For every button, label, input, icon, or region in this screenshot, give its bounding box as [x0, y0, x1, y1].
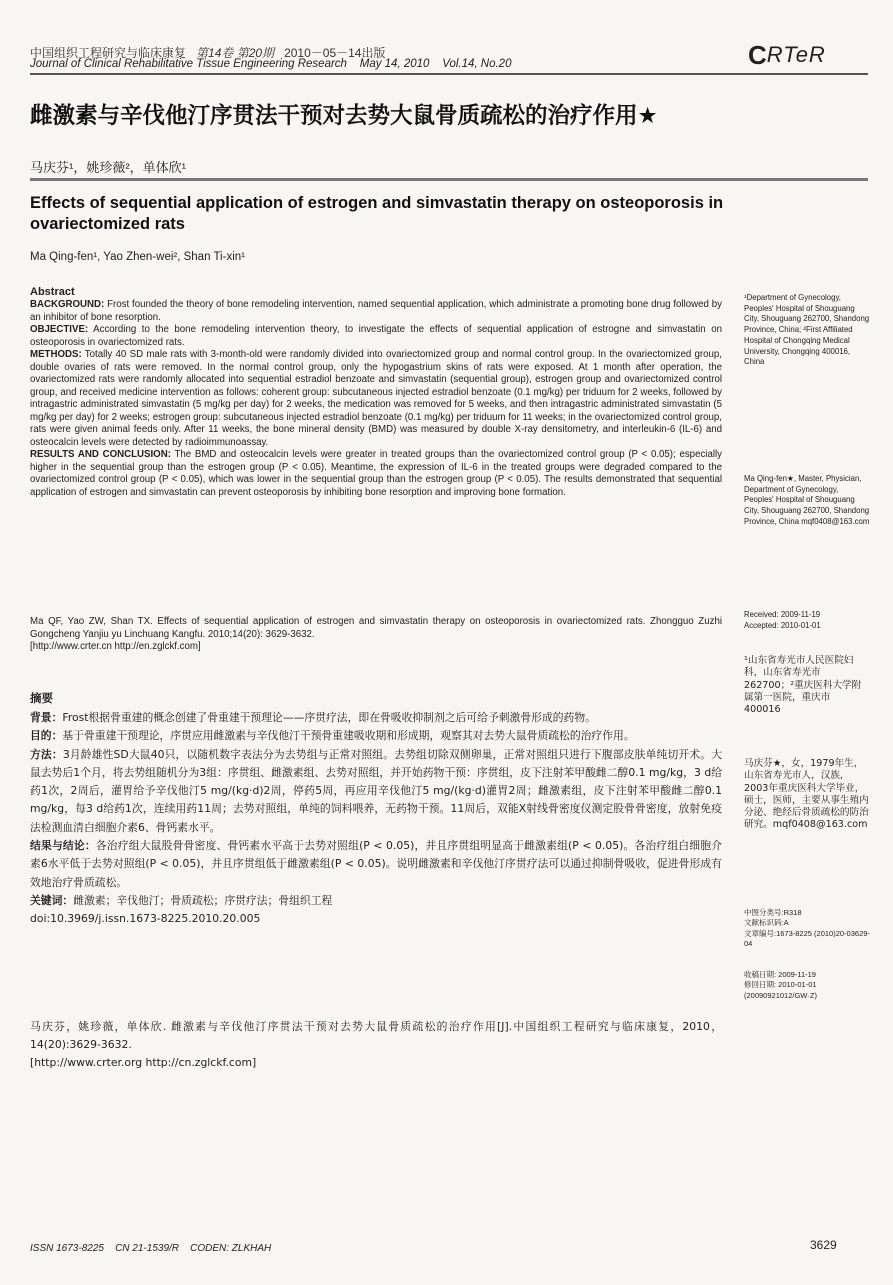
doc-code: 文献标识码:A	[744, 918, 789, 928]
abstract-cn-keywords	[30, 892, 722, 910]
background-label: BACKGROUND:	[30, 299, 105, 310]
page-number: 3629	[810, 1238, 837, 1252]
objective-label: OBJECTIVE:	[30, 324, 89, 335]
authors-cn: 马庆芬¹，姚珍薇²，单体欣¹	[30, 160, 186, 175]
journal-name-cn: 中国组织工程研究与临床康复	[30, 46, 187, 60]
citation-en	[30, 616, 722, 654]
abstract-cn-results	[30, 837, 722, 892]
abstract-cn-methods	[30, 746, 722, 837]
citation-en-links[interactable]: [http://www.crter.cn http://en.zglckf.com]	[30, 641, 201, 652]
citation-en-text: Ma QF, Yao ZW, Shan TX. Effects of sequential application of estrogen and simvastatin therapy on osteoporosis in ovariectomized rats. Zhongguo Zuzhi Gongcheng Yanjiu yu Linchuang Kangfu. 2010;14(20): 3629-3632.	[30, 616, 722, 640]
sidebar-author-cn: 马庆芬★，女，1979年生，山东省寿光市人，汉族，2003年重庆医科大学毕业，硕士，医师，主要从事生殖内分泌、绝经后骨质疏松的防治研究。mqf0408@163.com	[744, 758, 869, 831]
background-cn-label: 背景：	[30, 711, 63, 724]
results-label: RESULTS AND CONCLUSION:	[30, 449, 171, 460]
background-cn-text: Frost根据骨重建的概念创建了骨重建干预理论——序贯疗法，即在骨吸收抑制剂之后可给予刺激骨形成的药物。	[62, 711, 596, 724]
crter-logo	[748, 40, 868, 70]
title-en: Effects of sequential application of estrogen and simvastatin therapy on osteoporosis in ovariectomized rats	[30, 194, 724, 233]
clc-number: 中图分类号:R318	[744, 908, 802, 917]
citation-cn-links[interactable]: [http://www.crter.org http://cn.zglckf.com]	[30, 1056, 257, 1069]
abstract-results	[30, 449, 722, 499]
issn: ISSN 1673-8225	[30, 1243, 104, 1254]
keywords-cn-text: 雌激素；辛伐他汀；骨质疏松；序贯疗法；骨组织工程	[73, 893, 333, 907]
methods-cn-text: 3月龄雄性SD大鼠40只，以随机数字表法分为去势组与正常对照组。去势组切除双侧卵巢，正常对照组只进行下腹部皮肤单纯切开术。大鼠去势后1个月，将去势组随机分为3组：序贯组、雌激素组、去势对照组，并开始药物干预：序贯组，皮下注射苯甲酸雌二醇0.1 mg/kg，3 d给药1次，2周后，灌胃给予辛伐他汀5 mg/(kg·d)2周，停药5周，再应用辛伐他汀5 mg/(kg·d)灌胃2周；雌激素组，皮下注射苯甲酸雌二醇0.1 mg/kg，每3 d给药1次，连续用药11周；去势对照组，单纯的饲料喂养，无药物干预。11周后，双能X射线骨密度仪测定股骨骨密度，放射免疫法检测血清白细胞介素6、骨钙素水平。	[30, 747, 723, 834]
objective-text: According to the bone remodeling intervention theory, to investigate the effects of sequential application of estrogne and simvastatin on osteoporosis in ovariectomized rats.	[30, 324, 722, 348]
methods-cn-label: 方法：	[30, 747, 63, 761]
results-cn-text: 各治疗组大鼠股骨骨密度、骨钙素水平高于去势对照组(P < 0.05)，并且序贯组明显高于雌激素组(P < 0.05)。各治疗组白细胞介素6水平低于去势对照组(P < 0.05)，并且序贯组低于雌激素组(P < 0.05)。说明雌激素和辛伐他汀序贯疗法可以通过抑制骨吸收，促进骨形成有效地治疗骨质疏松。	[30, 839, 723, 889]
accepted-date: Accepted: 2010-01-01	[744, 620, 821, 630]
sidebar-classification	[744, 908, 870, 949]
sidebar-dates-en	[744, 610, 870, 631]
volume-cn: 第14卷 第20期	[196, 46, 275, 60]
abstract-objective	[30, 324, 722, 349]
methods-text: Totally 40 SD male rats with 3-month-old were randomly divided into ovariectomized group and normal control group. In the ovariectomized group, double ovaries of rats were removed. In the normal control group, only the hypogastrium skins of rats were exposed. At 1 month after operation, the ovariectomized rats were randomly allocated into sequential estradiol benzoate and simvastatin (sequential group), estrogen group and ovariectomized control group, and received medicine intervention as follows: coherent group: subcutaneous injected estradiol benzoate (0.1 mg/kg) per triduum for 2 weeks, followed by intragastric administrated simvastatin (5 mg/kg per day) for 2 weeks, the medication was removed for 5 weeks, and then intragastric administrated simvastatin (5 mg/kg per day) for 2 weeks; estrogen group: subcutaneous injected estradiol benzoate (0.1 mg/kg) per triduum for 11 weeks; in the ovariectomized control group, rats were given animal feeds only. After 11 weeks, the bone mineral density (BMD) was measured by double X-ray densitometry, and interleukin-6 (IL-6) and osteocalcin levels were detected by radioimmunoassay.	[30, 349, 722, 448]
citation-cn-text: 马庆芬，姚珍薇，单体欣. 雌激素与辛伐他汀序贯法干预对去势大鼠骨质疏松的治疗作用[J].中国组织工程研究与临床康复，2010，14(20):3629-3632.	[30, 1020, 722, 1051]
logo-text: RTeR	[766, 42, 826, 67]
date-en: May 14, 2010	[359, 58, 430, 70]
abstract-cn-heading: 摘要	[30, 693, 53, 705]
revised-date-cn: 修回日期: 2010-01-01 (20090921012/GW·Z)	[744, 980, 817, 1000]
objective-cn-label: 目的：	[30, 729, 63, 743]
results-text: The BMD and osteocalcin levels were greater in treated groups than the ovariectomized control group (P < 0.05); especially higher in the sequential group than the estrogen group (P < 0.05). Meantime, the expression of IL-6 in the treated groups were degraded compared to the ovariectomized control group (P < 0.05), which was lower in the sequential group than the estrogen group (P < 0.05). The results demonstrated that sequential application of estrogen and simvastatin can prevent osteoporosis by inhibiting bone resorption and improving bone formation.	[30, 449, 722, 498]
sidebar-affiliation-cn: ¹山东省寿光市人民医院妇科，山东省寿光市 262700；²重庆医科大学附属第一医院，重庆市 400016	[744, 655, 862, 716]
abstract-background	[30, 299, 722, 324]
doi[interactable]: doi:10.3969/j.issn.1673-8225.2010.20.005	[30, 912, 261, 926]
authors-en: Ma Qing-fen¹, Yao Zhen-wei², Shan Ti-xin¹	[30, 251, 245, 263]
received-date-cn: 收稿日期: 2009-11-19	[744, 970, 816, 979]
volume-en: Vol.14, No.20	[442, 58, 512, 70]
coden: CODEN: ZLKHAH	[190, 1243, 272, 1254]
title-cn: 雌激素与辛伐他汀序贯法干预对去势大鼠骨质疏松的治疗作用★	[30, 103, 658, 128]
objective-cn-text: 基于骨重建干预理论，序贯应用雌激素与辛伐他汀干预骨重建吸收期和形成期，观察其对去势大鼠骨质疏松的治疗作用。	[62, 729, 635, 743]
abstract-cn	[30, 709, 722, 929]
keywords-cn-label: 关键词：	[30, 893, 74, 907]
abstract-cn-objective	[30, 727, 722, 745]
title-rule	[30, 178, 868, 181]
journal-name-en: Journal of Clinical Rehabilitative Tissue Engineering Research	[30, 58, 347, 70]
methods-label: METHODS:	[30, 349, 82, 360]
sidebar-dates-cn	[744, 970, 870, 1001]
abstract-heading: Abstract	[30, 286, 75, 298]
cn-number: CN 21-1539/R	[115, 1243, 179, 1254]
background-text: Frost founded the theory of bone remodeling intervention, named sequential application, which administrate a promoting bone drug followed by an inhibitor of bone resorption.	[30, 299, 722, 323]
logo-c: C	[748, 40, 767, 70]
sidebar-affiliation-en: ¹Department of Gynecology, Peoples' Hospital of Shouguang City, Shouguang 262700, Shandong Province, China; ²First Affiliated Hospital of Chongqing Medical University, Chongqing 400016, China	[744, 293, 870, 367]
results-cn-label: 结果与结论：	[30, 839, 96, 853]
article-number: 文章编号:1673-8225 (2010)20-03629-04	[744, 928, 870, 948]
abstract-en	[30, 299, 722, 499]
citation-cn	[30, 1018, 722, 1072]
received-date: Received: 2009-11-19	[744, 610, 821, 619]
abstract-cn-background	[30, 709, 722, 727]
journal-header-en	[30, 58, 511, 70]
header-rule	[30, 73, 868, 75]
abstract-methods	[30, 349, 722, 449]
sidebar-author-en: Ma Qing-fen★, Master, Physician, Department of Gynecology, Peoples' Hospital of Shouguang City, Shouguang 262700, Shandong Province, China mqf0408@163.com	[744, 474, 870, 526]
footer-codes	[30, 1243, 271, 1254]
date-cn: 2010－05－14出版	[284, 46, 386, 60]
